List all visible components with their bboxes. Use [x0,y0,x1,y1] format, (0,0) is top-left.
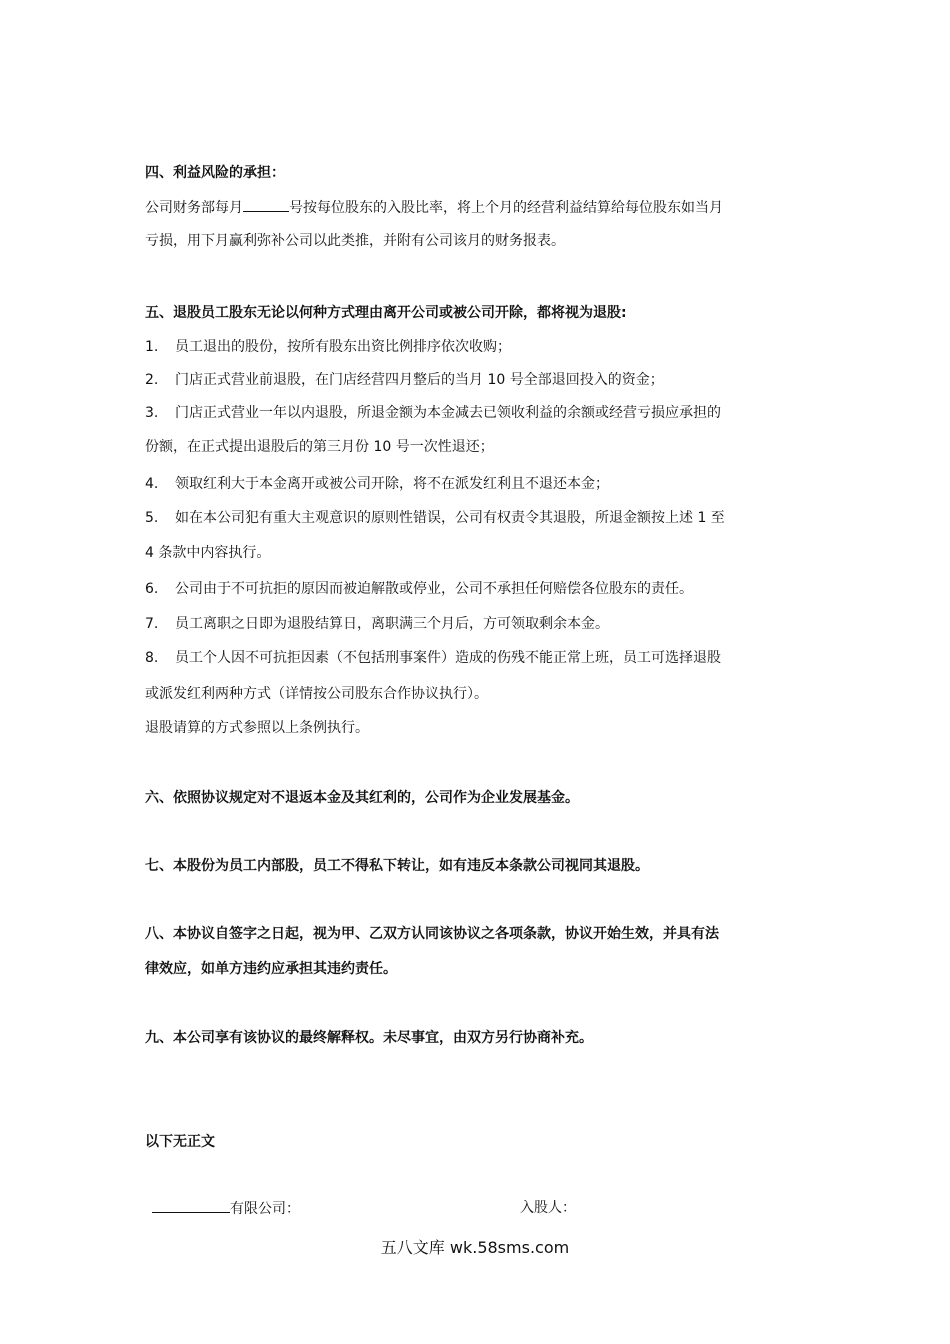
section4-text-after-blank: 号按每位股东的入股比率，将上个月的经营利益结算给每位股东如当月 [289,200,723,216]
list-item-text: 员工退出的股份，按所有股东出资比例排序依次收购； [175,339,511,355]
list-item [145,614,609,634]
section8-clause-line2: 律效应，如单方违约应承担其违约责任。 [145,961,397,977]
section5-heading: 五、退股员工股东无论以何种方式理由离开公司或被公司开除，都将视为退股: [145,305,627,321]
list-item-continuation: 或派发红利两种方式（详情按公司股东合作协议执行）。 [145,686,488,702]
list-item [145,508,725,528]
list-item [145,370,664,390]
list-item [145,648,721,668]
list-item-text: 门店正式营业一年以内退股，所退金额为本金减去已领收利益的余额或经营亏损应承担的 [175,405,721,421]
section6-clause: 六、依照协议规定对不退返本金及其红利的，公司作为企业发展基金。 [145,790,579,806]
list-item-text: 公司由于不可抗拒的原因而被迫解散或停业，公司不承担任何赔偿各位股东的责任。 [175,581,693,597]
section5-closing: 退股请算的方式参照以上条例执行。 [145,720,369,736]
list-item-number: 5. [145,510,159,526]
section9-clause: 九、本公司享有该协议的最终解释权。未尽事宜，由双方另行协商补充。 [145,1030,593,1046]
list-item-number: 2. [145,372,159,388]
list-item-text: 门店正式营业前退股，在门店经营四月整后的当月 10 号全部退回投入的资金； [175,372,664,388]
list-item [145,474,609,494]
list-item-text: 员工个人因不可抗拒因素（不包括刑事案件）造成的伤残不能正常上班，员工可选择退股 [175,650,721,666]
shareholder-signature-label: 入股人： [520,1200,576,1216]
list-item-continuation: 4 条款中内容执行。 [145,545,271,561]
list-item-number: 6. [145,581,159,597]
company-name-blank [152,1198,230,1213]
list-item-text: 如在本公司犯有重大主观意识的原则性错误，公司有权责令其退股，所退金额按上述 1 至 [175,510,725,526]
company-label: 有限公司： [230,1201,300,1217]
day-blank [243,197,289,212]
list-item [145,403,721,423]
section4-text-before-blank: 公司财务部每月 [145,200,243,216]
list-item-number: 3. [145,405,159,421]
section7-clause: 七、本股份为员工内部股，员工不得私下转让，如有违反本条款公司视同其退股。 [145,858,649,874]
list-item-continuation: 份额，在正式提出退股后的第三月份 10 号一次性退还； [145,439,494,455]
list-item-number: 1. [145,339,159,355]
list-item-number: 8. [145,650,159,666]
list-item-text: 领取红利大于本金离开或被公司开除，将不在派发红利且不退还本金； [175,476,609,492]
section8-clause-line1: 八、本协议自签字之日起，视为甲、乙双方认同该协议之各项条款，协议开始生效，并具有法 [145,926,719,942]
end-of-text-note: 以下无正文 [145,1134,215,1150]
list-item-number: 4. [145,476,159,492]
section4-heading: 四、利益风险的承担： [145,165,285,181]
list-item [145,337,511,357]
company-signature-line [152,1198,300,1219]
list-item-text: 员工离职之日即为退股结算日，离职满三个月后，方可领取剩余本金。 [175,616,609,632]
list-item-number: 7. [145,616,159,632]
list-item [145,579,693,599]
section4-paragraph-line1 [145,197,723,218]
section4-paragraph-line2: 亏损，用下月赢利弥补公司以此类推，并附有公司该月的财务报表。 [145,233,565,249]
footer-watermark: 五八文库 wk.58sms.com [380,1238,570,1257]
